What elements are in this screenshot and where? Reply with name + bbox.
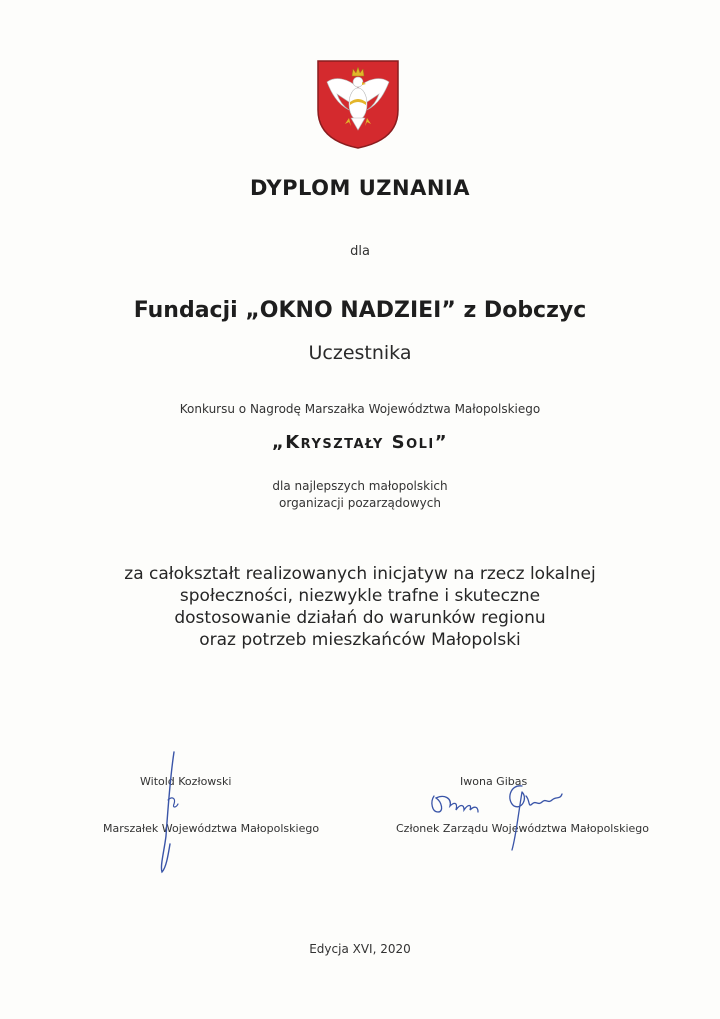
- signatory-right-name: Iwona Gibas: [460, 775, 528, 788]
- target-line: organizacji pozarządowych: [279, 496, 441, 510]
- reason-line: za całokształt realizowanych inicjatyw na rzecz lokalnej: [124, 564, 596, 584]
- award-reason: [0, 563, 720, 651]
- diploma-title: DYPLOM UZNANIA: [250, 176, 470, 200]
- reason-line: dostosowanie działań do warunków regionu: [174, 608, 546, 628]
- signature-right-icon: [418, 776, 578, 856]
- reason-line: społeczności, niezwykle trafne i skuteczne: [179, 586, 541, 606]
- target-line: dla najlepszych małopolskich: [272, 479, 448, 493]
- signatory-left-title: Marszałek Województwa Małopolskiego: [103, 822, 320, 835]
- award-name: „Kryształy Soli”: [271, 432, 449, 453]
- contest-line: Konkursu o Nagrodę Marszałka Województwa Małopolskiego: [179, 402, 541, 416]
- reason-line: oraz potrzeb mieszkańców Małopolski: [199, 630, 521, 650]
- edition-line: Edycja XVI, 2020: [309, 942, 411, 956]
- target-description: [0, 478, 720, 512]
- signatory-left-name: Witold Kozłowski: [140, 775, 232, 788]
- for-label: dla: [350, 244, 370, 259]
- signatory-right-title: Członek Zarządu Województwa Małopolskiego: [396, 822, 649, 835]
- coat-of-arms-icon: [313, 58, 403, 150]
- recipient-name: Fundacji „OKNO NADZIEI” z Dobczyc: [133, 298, 587, 323]
- recipient-role: Uczestnika: [308, 342, 412, 364]
- signature-left-icon: [150, 748, 186, 878]
